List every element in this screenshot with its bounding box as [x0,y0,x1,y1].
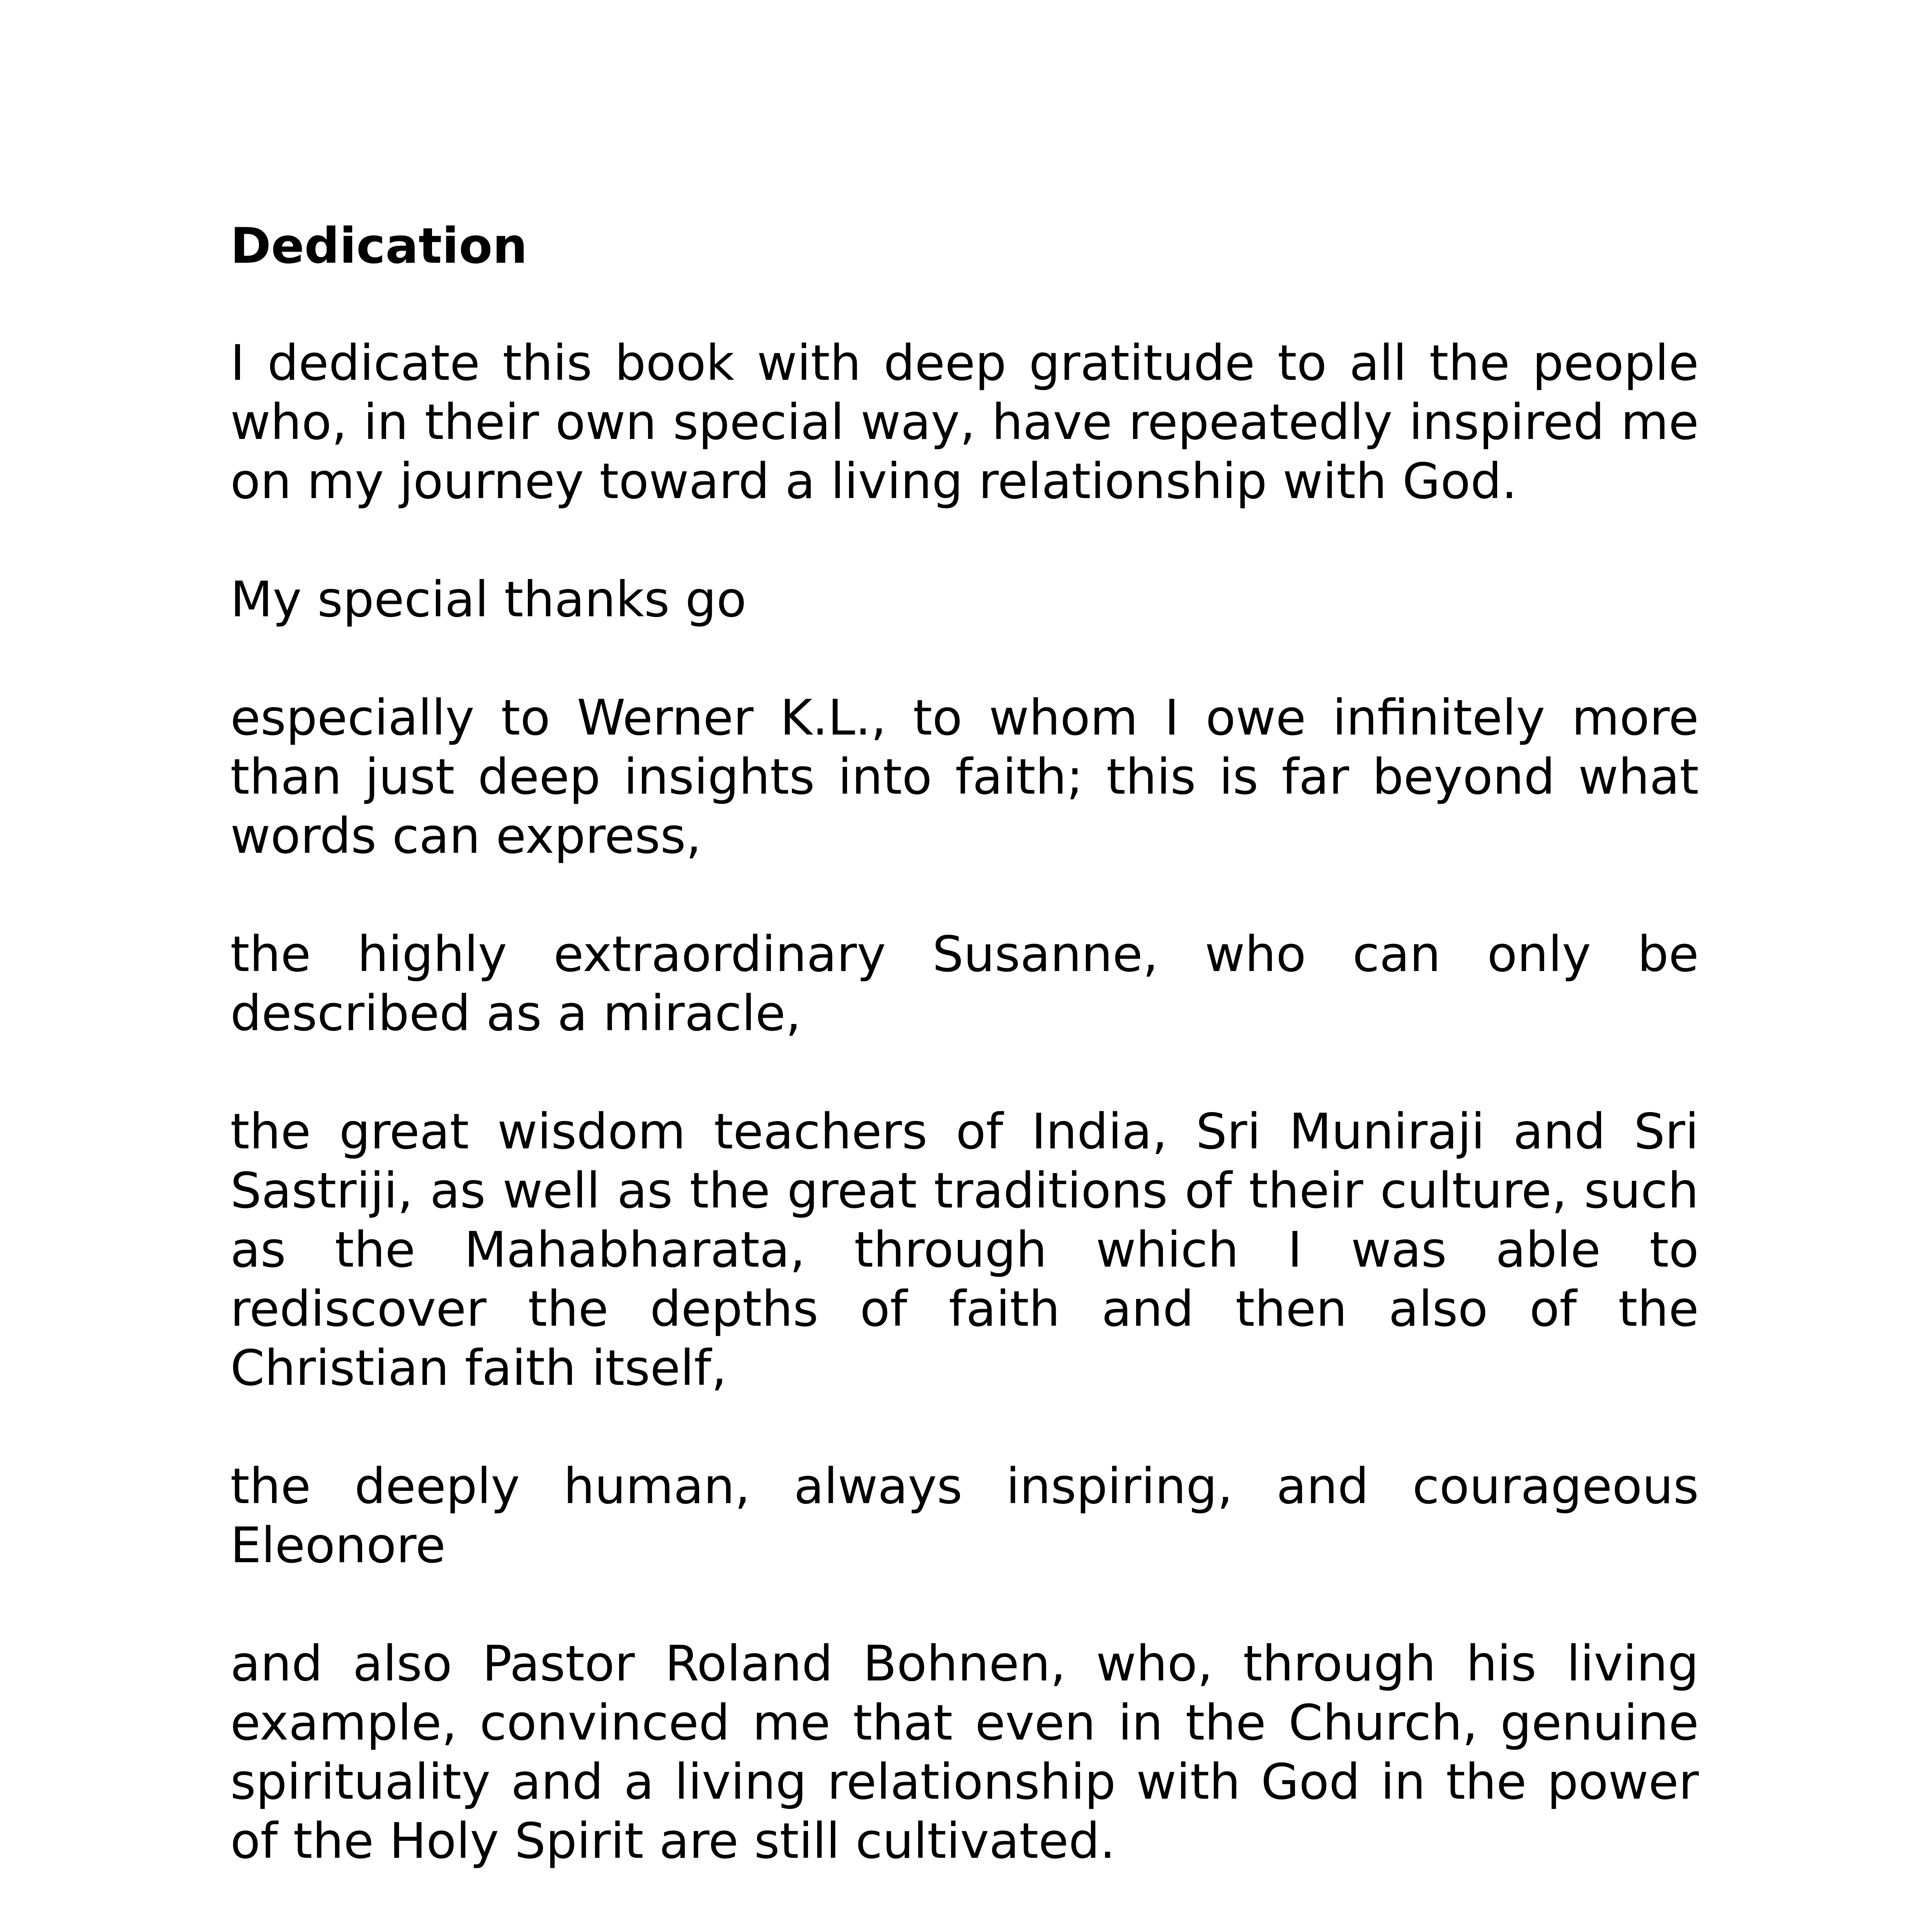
thanks-pastor-paragraph: and also Pastor Roland Bohnen, who, through his living example, convinced me that even in the Church, genuine spirituality and a living relationship with God in the power of the Holy Spirit are still cultivated. [230,1635,1699,1869]
thanks-eleonore-paragraph: the deeply human, always inspiring, and courageous Eleonore [230,1458,1699,1574]
thanks-intro-paragraph: My special thanks go [230,571,747,628]
dedication-paragraph: I dedicate this book with deep gratitude to all the people who, in their own special way, have repeatedly inspired me on my journey toward a living relationship with God. [230,334,1699,510]
thanks-susanne-paragraph: the highly extraordinary Susanne, who can only be described as a miracle, [230,925,1699,1042]
thanks-teachers-paragraph: the great wisdom teachers of India, Sri Muniraji and Sri Sastriji, as well as the great traditions of their culture, such as the Mahabharata, through which I was able to rediscover the depths of faith and then also of the Christian faith itself, [230,1103,1699,1396]
page-body [230,216,1699,1871]
page-title: Dedication [230,217,527,274]
thanks-werner-paragraph: especially to Werner K.L., to whom I owe infinitely more than just deep insights into faith; this is far beyond what words can express, [230,689,1699,864]
